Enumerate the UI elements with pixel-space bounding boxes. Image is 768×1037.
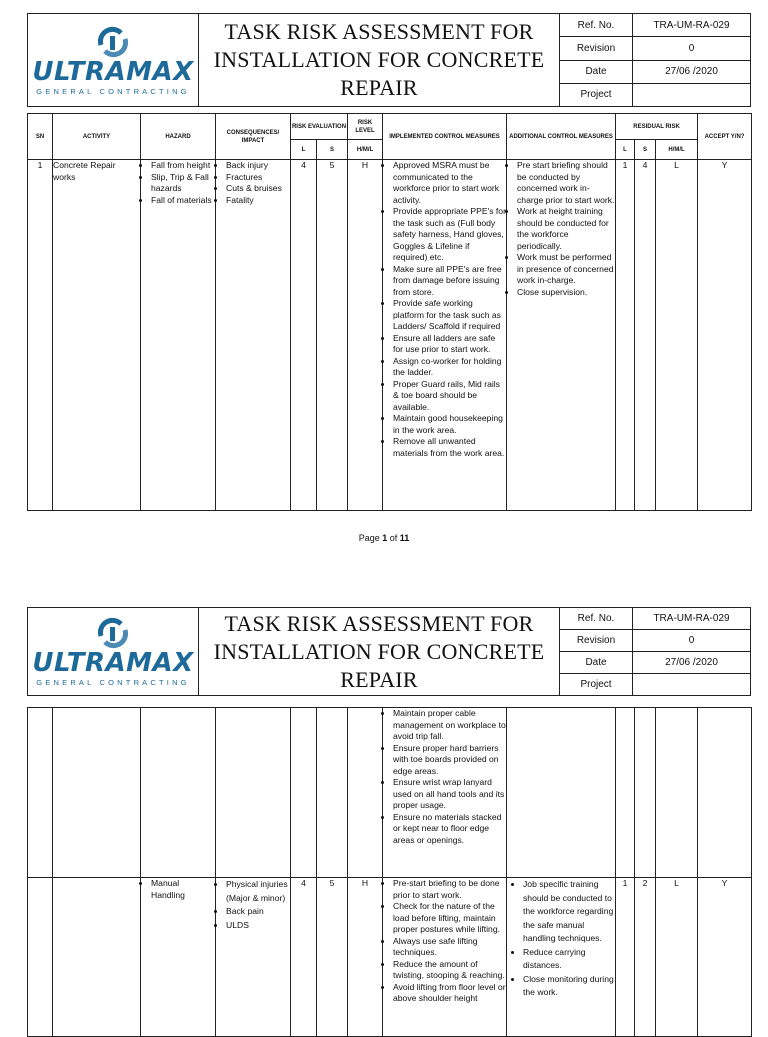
row-residual-level: L bbox=[656, 160, 698, 511]
row-accept: Y bbox=[698, 160, 752, 511]
list-item: • Maintain proper cable management on workplace to avoid trip fall. bbox=[393, 708, 506, 743]
col-consequences: CONSEQUENCES/ IMPACT bbox=[216, 114, 291, 160]
company-logo bbox=[28, 14, 199, 107]
row-consequences bbox=[216, 160, 291, 511]
list-item: • Proper Guard rails, Mid rails & toe board should be available. bbox=[393, 379, 506, 414]
col-l: L bbox=[291, 140, 317, 160]
page-footer: Page 1 of 11 bbox=[358, 533, 410, 543]
logo-mark-icon bbox=[95, 25, 131, 59]
list-item: • Work must be performed in presence of concerned work in-charge. bbox=[517, 252, 615, 287]
row-consequences bbox=[216, 878, 291, 1037]
list-item: • Approved MSRA must be communicated to the workforce prior to start work activity. bbox=[393, 160, 506, 206]
col-residual-hml: H/M/L bbox=[656, 140, 698, 160]
list-item: • Always use safe lifting techniques. bbox=[393, 936, 506, 959]
list-item: • Reduce carrying distances. bbox=[523, 946, 615, 973]
ref-label: Ref. No. bbox=[560, 608, 633, 630]
col-additional: ADDITIONAL CONTROL MEASURES bbox=[507, 114, 616, 160]
list-item: • Close monitoring during the work. bbox=[523, 973, 615, 1000]
col-residual-l: L bbox=[616, 140, 635, 160]
col-sn: SN bbox=[28, 114, 53, 160]
revision-value: 0 bbox=[633, 37, 751, 60]
list-item: • Ensure all ladders are safe for use prior to start work. bbox=[393, 333, 506, 356]
revision-label: Revision bbox=[560, 37, 633, 60]
logo-text-ultra: ULTRA bbox=[32, 648, 127, 678]
list-item: • Pre start briefing should be conducted by concerned work in-charge prior to start work. bbox=[517, 160, 615, 206]
list-item: • Manual Handling bbox=[151, 878, 215, 901]
logo-subtitle: GENERAL CONTRACTING bbox=[36, 678, 190, 687]
date-label: Date bbox=[560, 60, 633, 83]
list-item: • Job specific training should be conducted to the workforce regarding the safe manual handling techniques. bbox=[523, 878, 615, 946]
list-item: • Maintain good housekeeping in the work area. bbox=[393, 413, 506, 436]
list-item: • Provide appropriate PPE's for the task such as (Full body safety harness, Hand gloves, Goggles & Lifeline if required) etc. bbox=[393, 206, 506, 264]
company-logo bbox=[28, 608, 199, 696]
row-residual-s: 2 bbox=[635, 878, 656, 1037]
risk-table-page1 bbox=[27, 113, 752, 511]
list-item: • Make sure all PPE's are free from damage before issuing from store. bbox=[393, 264, 506, 299]
row-sn: 1 bbox=[28, 160, 53, 511]
col-activity: ACTIVITY bbox=[53, 114, 141, 160]
project-value bbox=[633, 674, 751, 696]
row-residual-l: 1 bbox=[616, 878, 635, 1037]
list-item: • Avoid lifting from floor level or above shoulder height bbox=[393, 982, 506, 1005]
row-hazards bbox=[141, 160, 216, 511]
list-item: • Assign co-worker for holding the ladder. bbox=[393, 356, 506, 379]
list-item: • Pre-start briefing to be done prior to start work. bbox=[393, 878, 506, 901]
row-s: 5 bbox=[317, 878, 348, 1037]
row-activity: Concrete Repair works bbox=[53, 160, 141, 511]
logo-text-ultra: ULTRA bbox=[32, 56, 127, 87]
table-row bbox=[28, 708, 752, 878]
ref-value: TRA-UM-RA-029 bbox=[633, 608, 751, 630]
list-item: • Fall of materials bbox=[151, 195, 215, 207]
list-item: • Cuts & bruises bbox=[226, 183, 290, 195]
row-residual-l: 1 bbox=[616, 160, 635, 511]
col-risk-evaluation: RISK EVALUATION bbox=[291, 114, 348, 140]
list-item: • Fractures bbox=[226, 172, 290, 184]
list-item: • Ensure no materials stacked or kept near to floor edge areas or openings. bbox=[393, 812, 506, 847]
revision-value: 0 bbox=[633, 630, 751, 652]
col-s: S bbox=[317, 140, 348, 160]
row-implemented bbox=[383, 160, 507, 511]
ref-value: TRA-UM-RA-029 bbox=[633, 14, 751, 37]
project-label: Project bbox=[560, 674, 633, 696]
row-residual-s: 4 bbox=[635, 160, 656, 511]
col-implemented: IMPLEMENTED CONTROL MEASURES bbox=[383, 114, 507, 160]
col-accept: ACCEPT Y/N? bbox=[698, 114, 752, 160]
row-implemented bbox=[383, 878, 507, 1037]
table-row bbox=[28, 160, 752, 511]
col-residual-s: S bbox=[635, 140, 656, 160]
row-implemented-cont bbox=[383, 708, 507, 878]
list-item: • Fall from height bbox=[151, 160, 215, 172]
col-risk-level: RISK LEVEL bbox=[348, 114, 383, 140]
row-level: H bbox=[348, 878, 383, 1037]
list-item: • Work at height training should be conducted for the workforce periodically. bbox=[517, 206, 615, 252]
project-value bbox=[633, 83, 751, 106]
header-block bbox=[27, 13, 751, 107]
list-item: • Check for the nature of the load before lifting, maintain proper postures while lifting. bbox=[393, 901, 506, 936]
col-hazard: HAZARD bbox=[141, 114, 216, 160]
list-item: • ULDS bbox=[226, 919, 290, 933]
list-item: • Provide safe working platform for the task such as Ladders/ Scaffold if required bbox=[393, 298, 506, 333]
list-item: • Close supervision. bbox=[517, 287, 615, 299]
list-item: • Ensure wrist wrap lanyard used on all hand tools and its proper usage. bbox=[393, 777, 506, 812]
list-item: • Back pain bbox=[226, 905, 290, 919]
header-block-page2 bbox=[27, 607, 751, 696]
col-hml: H/M/L bbox=[348, 140, 383, 160]
table-row bbox=[28, 878, 752, 1037]
page-total: 11 bbox=[399, 533, 410, 543]
row-level: H bbox=[348, 160, 383, 511]
list-item: • Fatality bbox=[226, 195, 290, 207]
document-title: TASK RISK ASSESSMENT FOR INSTALLATION FOR CONCRETE REPAIR bbox=[199, 14, 560, 107]
revision-label: Revision bbox=[560, 630, 633, 652]
date-label: Date bbox=[560, 652, 633, 674]
col-residual-risk: RESIDUAL RISK bbox=[616, 114, 698, 140]
row-s: 5 bbox=[317, 160, 348, 511]
date-value: 27/06 /2020 bbox=[633, 60, 751, 83]
risk-table-page2 bbox=[27, 707, 752, 1037]
row-additional bbox=[507, 160, 616, 511]
row-accept: Y bbox=[698, 878, 752, 1037]
page-number: 1 bbox=[382, 533, 388, 543]
row-residual-level: L bbox=[656, 878, 698, 1037]
logo-text-max: MAX bbox=[126, 648, 194, 678]
row-l: 4 bbox=[291, 878, 317, 1037]
list-item: • Back injury bbox=[226, 160, 290, 172]
list-item: • Reduce the amount of twisting, stooping & reaching. bbox=[393, 959, 506, 982]
list-item: • Remove all unwanted materials from the work area. bbox=[393, 436, 506, 459]
ref-label: Ref. No. bbox=[560, 14, 633, 37]
logo-subtitle: GENERAL CONTRACTING bbox=[36, 86, 190, 96]
row-hazards bbox=[141, 878, 216, 1037]
project-label: Project bbox=[560, 83, 633, 106]
row-additional bbox=[507, 878, 616, 1037]
row-l: 4 bbox=[291, 160, 317, 511]
list-item: • Physical injuries (Major & minor) bbox=[226, 878, 290, 905]
list-item: • Slip, Trip & Fall hazards bbox=[151, 172, 215, 195]
list-item: • Ensure proper hard barriers with toe boards provided on edge areas. bbox=[393, 743, 506, 778]
date-value: 27/06 /2020 bbox=[633, 652, 751, 674]
logo-text-max: MAX bbox=[126, 56, 194, 87]
logo-mark-icon bbox=[95, 616, 131, 650]
document-title: TASK RISK ASSESSMENT FOR INSTALLATION FOR CONCRETE REPAIR bbox=[199, 608, 560, 696]
